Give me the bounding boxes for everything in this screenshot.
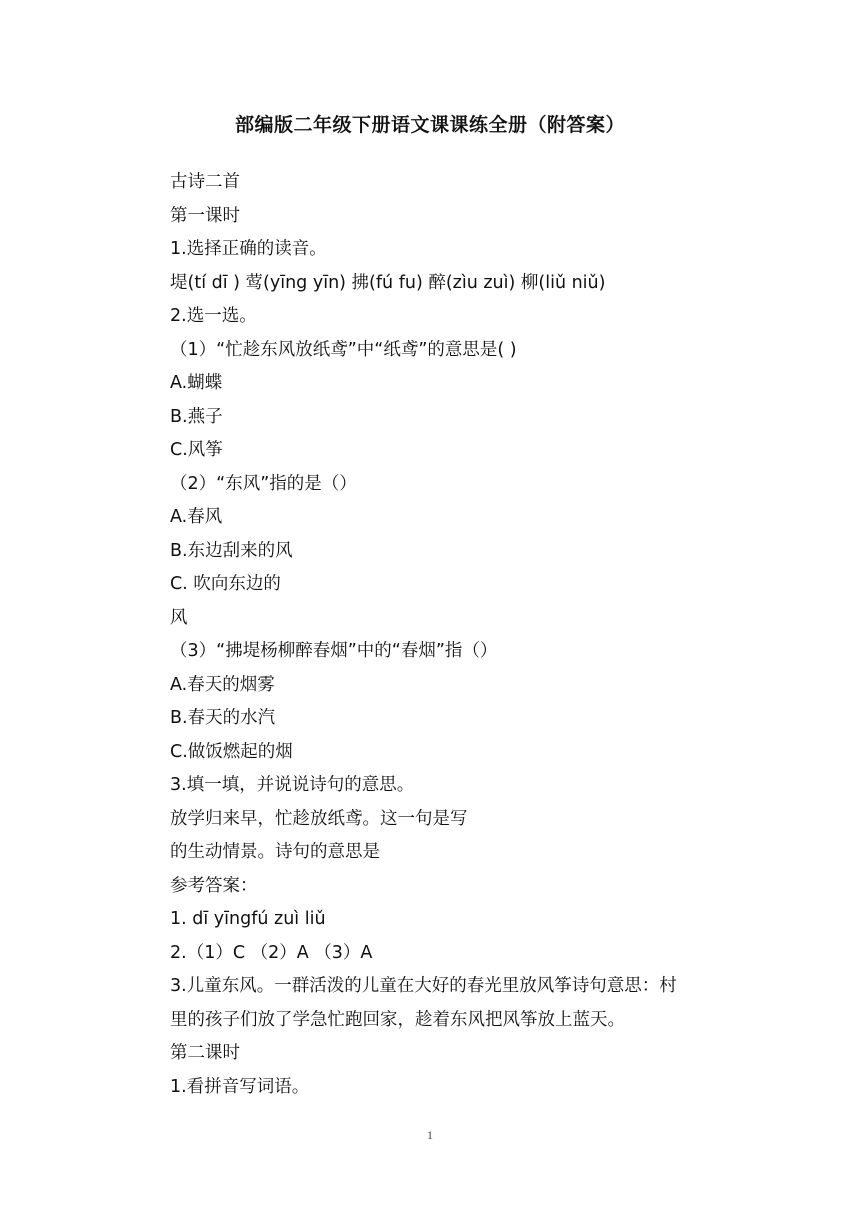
fill-in-text: 的生动情景。诗句的意思是 <box>170 842 380 862</box>
sub-question: （3）“拂堤杨柳醉春烟”中的“春烟”指（） <box>170 641 498 661</box>
section-heading: 古诗二首 <box>170 172 240 192</box>
question-text: 1.看拼音写词语。 <box>170 1076 310 1097</box>
answer-option: A.蝴蝶 <box>170 373 223 393</box>
question-text: 2.选一选。 <box>170 306 257 326</box>
answer-option: B.燕子 <box>170 406 223 427</box>
document-body <box>170 166 750 1104</box>
fill-in-text: 放学归来早，忙趁放纸鸢。这一句是写 <box>170 808 468 829</box>
lesson-heading: 第二课时 <box>170 1043 240 1063</box>
answer-option: C.风筝 <box>170 440 223 460</box>
question-text: 3.填一填，并说说诗句的意思。 <box>170 775 415 795</box>
answer-key-heading: 参考答案： <box>170 875 258 896</box>
answer-option: C. 吹向东边的 <box>170 574 281 594</box>
answer-option-continuation: 风 <box>170 607 188 628</box>
answer-key-item: 2.（1）C （2）A （3）A <box>170 942 373 963</box>
answer-key-continuation: 里的孩子们放了学急忙跑回家，趁着东风把风筝放上蓝天。 <box>170 1009 625 1030</box>
question-text: 1.选择正确的读音。 <box>170 239 327 259</box>
answer-key-item: 1. dī yīngfú zuì liǔ <box>170 909 326 929</box>
page-title: 部编版二年级下册语文课课练全册（附答案） <box>234 114 625 136</box>
answer-option: B.东边刮来的风 <box>170 540 293 561</box>
answer-option: B.春天的水汽 <box>170 708 276 728</box>
answer-option: A.春风 <box>170 507 223 527</box>
answer-option: A.春天的烟雾 <box>170 674 275 695</box>
pinyin-options: 堤(tí dī ) 莺(yīng yīn) 拂(fú fu) 醉(zìu zuì) 柳(liǔ niǔ) <box>170 272 606 293</box>
answer-option: C.做饭燃起的烟 <box>170 741 293 762</box>
sub-question: （2）“东风”指的是（） <box>170 473 357 494</box>
page-number: 1 <box>427 1128 433 1142</box>
answer-key-item: 3.儿童东风。一群活泼的儿童在大好的春光里放风筝诗句意思：村 <box>170 976 677 996</box>
sub-question: （1）“忙趁东风放纸鸢”中“纸鸢”的意思是( ) <box>170 339 517 360</box>
lesson-heading: 第一课时 <box>170 205 240 226</box>
